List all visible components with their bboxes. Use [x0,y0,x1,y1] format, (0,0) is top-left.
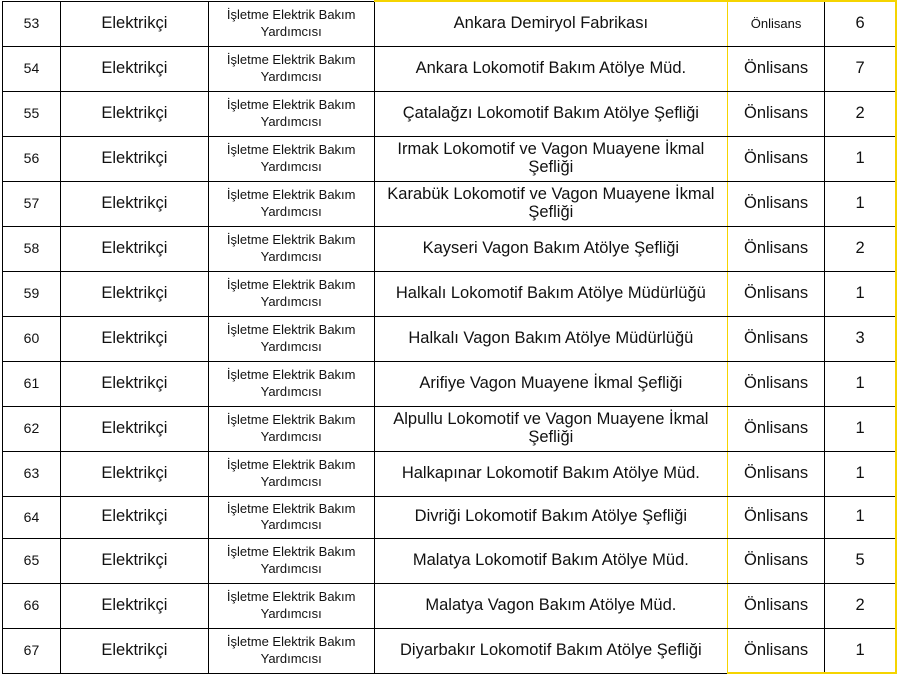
row-number: 59 [3,271,61,316]
table-row [3,181,897,226]
unit-name: Halkalı Lokomotif Bakım Atölye Müdürlüğü [374,271,728,316]
table-row [3,583,897,628]
position-name: İşletme Elektrik Bakım Yardımcısı [208,406,374,451]
table-row [3,538,897,583]
table-row [3,406,897,451]
job-title: Elektrikçi [60,46,208,91]
job-title: Elektrikçi [60,496,208,538]
position-count: 1 [825,361,896,406]
unit-name: Kayseri Vagon Bakım Atölye Şefliği [374,226,728,271]
position-name: İşletme Elektrik Bakım Yardımcısı [208,628,374,673]
row-number: 57 [3,181,61,226]
position-count: 1 [825,406,896,451]
unit-name: Ankara Lokomotif Bakım Atölye Müd. [374,46,728,91]
job-title: Elektrikçi [60,181,208,226]
job-title: Elektrikçi [60,583,208,628]
position-count: 7 [825,46,896,91]
job-title: Elektrikçi [60,538,208,583]
position-name: İşletme Elektrik Bakım Yardımcısı [208,46,374,91]
position-count: 2 [825,583,896,628]
education-level: Önlisans [728,538,825,583]
unit-name: Arifiye Vagon Muayene İkmal Şefliği [374,361,728,406]
row-number: 56 [3,136,61,181]
table-row [3,226,897,271]
unit-name: Halkapınar Lokomotif Bakım Atölye Müd. [374,451,728,496]
education-level: Önlisans [728,628,825,673]
position-name: İşletme Elektrik Bakım Yardımcısı [208,1,374,46]
table-row [3,496,897,538]
position-count: 3 [825,316,896,361]
education-level: Önlisans [728,451,825,496]
position-name: İşletme Elektrik Bakım Yardımcısı [208,136,374,181]
job-title: Elektrikçi [60,628,208,673]
table-row [3,91,897,136]
position-count: 2 [825,226,896,271]
row-number: 67 [3,628,61,673]
position-name: İşletme Elektrik Bakım Yardımcısı [208,451,374,496]
position-count: 1 [825,628,896,673]
table-row [3,136,897,181]
unit-name: Malatya Lokomotif Bakım Atölye Müd. [374,538,728,583]
unit-name: Diyarbakır Lokomotif Bakım Atölye Şefliği [374,628,728,673]
education-level: Önlisans [728,181,825,226]
position-count: 1 [825,496,896,538]
row-number: 60 [3,316,61,361]
table-row [3,451,897,496]
position-name: İşletme Elektrik Bakım Yardımcısı [208,226,374,271]
education-level: Önlisans [728,583,825,628]
education-level: Önlisans [728,271,825,316]
education-level: Önlisans [728,46,825,91]
position-count: 5 [825,538,896,583]
unit-name: Ankara Demiryol Fabrikası [374,1,728,46]
job-title: Elektrikçi [60,361,208,406]
job-title: Elektrikçi [60,316,208,361]
unit-name: Alpullu Lokomotif ve Vagon Muayene İkmal Şefliği [374,406,728,451]
position-count: 2 [825,91,896,136]
table-row [3,316,897,361]
position-count: 1 [825,181,896,226]
row-number: 63 [3,451,61,496]
unit-name: Karabük Lokomotif ve Vagon Muayene İkmal Şefliği [374,181,728,226]
education-level: Önlisans [728,316,825,361]
row-number: 58 [3,226,61,271]
position-count: 1 [825,136,896,181]
row-number: 55 [3,91,61,136]
job-title: Elektrikçi [60,406,208,451]
row-number: 53 [3,1,61,46]
position-name: İşletme Elektrik Bakım Yardımcısı [208,316,374,361]
position-name: İşletme Elektrik Bakım Yardımcısı [208,538,374,583]
position-name: İşletme Elektrik Bakım Yardımcısı [208,361,374,406]
education-level: Önlisans [728,91,825,136]
position-name: İşletme Elektrik Bakım Yardımcısı [208,271,374,316]
position-count: 1 [825,271,896,316]
job-title: Elektrikçi [60,136,208,181]
job-title: Elektrikçi [60,91,208,136]
education-level: Önlisans [728,1,825,46]
row-number: 65 [3,538,61,583]
unit-name: Halkalı Vagon Bakım Atölye Müdürlüğü [374,316,728,361]
row-number: 61 [3,361,61,406]
staffing-table [2,0,897,674]
position-count: 6 [825,1,896,46]
education-level: Önlisans [728,226,825,271]
job-title: Elektrikçi [60,271,208,316]
row-number: 64 [3,496,61,538]
unit-name: Çatalağzı Lokomotif Bakım Atölye Şefliği [374,91,728,136]
education-level: Önlisans [728,361,825,406]
row-number: 66 [3,583,61,628]
position-name: İşletme Elektrik Bakım Yardımcısı [208,181,374,226]
unit-name: Divriği Lokomotif Bakım Atölye Şefliği [374,496,728,538]
position-name: İşletme Elektrik Bakım Yardımcısı [208,583,374,628]
table-row [3,628,897,673]
table-row [3,361,897,406]
row-number: 62 [3,406,61,451]
position-name: İşletme Elektrik Bakım Yardımcısı [208,91,374,136]
position-count: 1 [825,451,896,496]
unit-name: Malatya Vagon Bakım Atölye Müd. [374,583,728,628]
job-title: Elektrikçi [60,451,208,496]
table-row [3,46,897,91]
unit-name: Irmak Lokomotif ve Vagon Muayene İkmal Şefliği [374,136,728,181]
table-row [3,1,897,46]
job-title: Elektrikçi [60,226,208,271]
job-title: Elektrikçi [60,1,208,46]
position-name: İşletme Elektrik Bakım Yardımcısı [208,496,374,538]
education-level: Önlisans [728,136,825,181]
row-number: 54 [3,46,61,91]
education-level: Önlisans [728,496,825,538]
education-level: Önlisans [728,406,825,451]
table-row [3,271,897,316]
